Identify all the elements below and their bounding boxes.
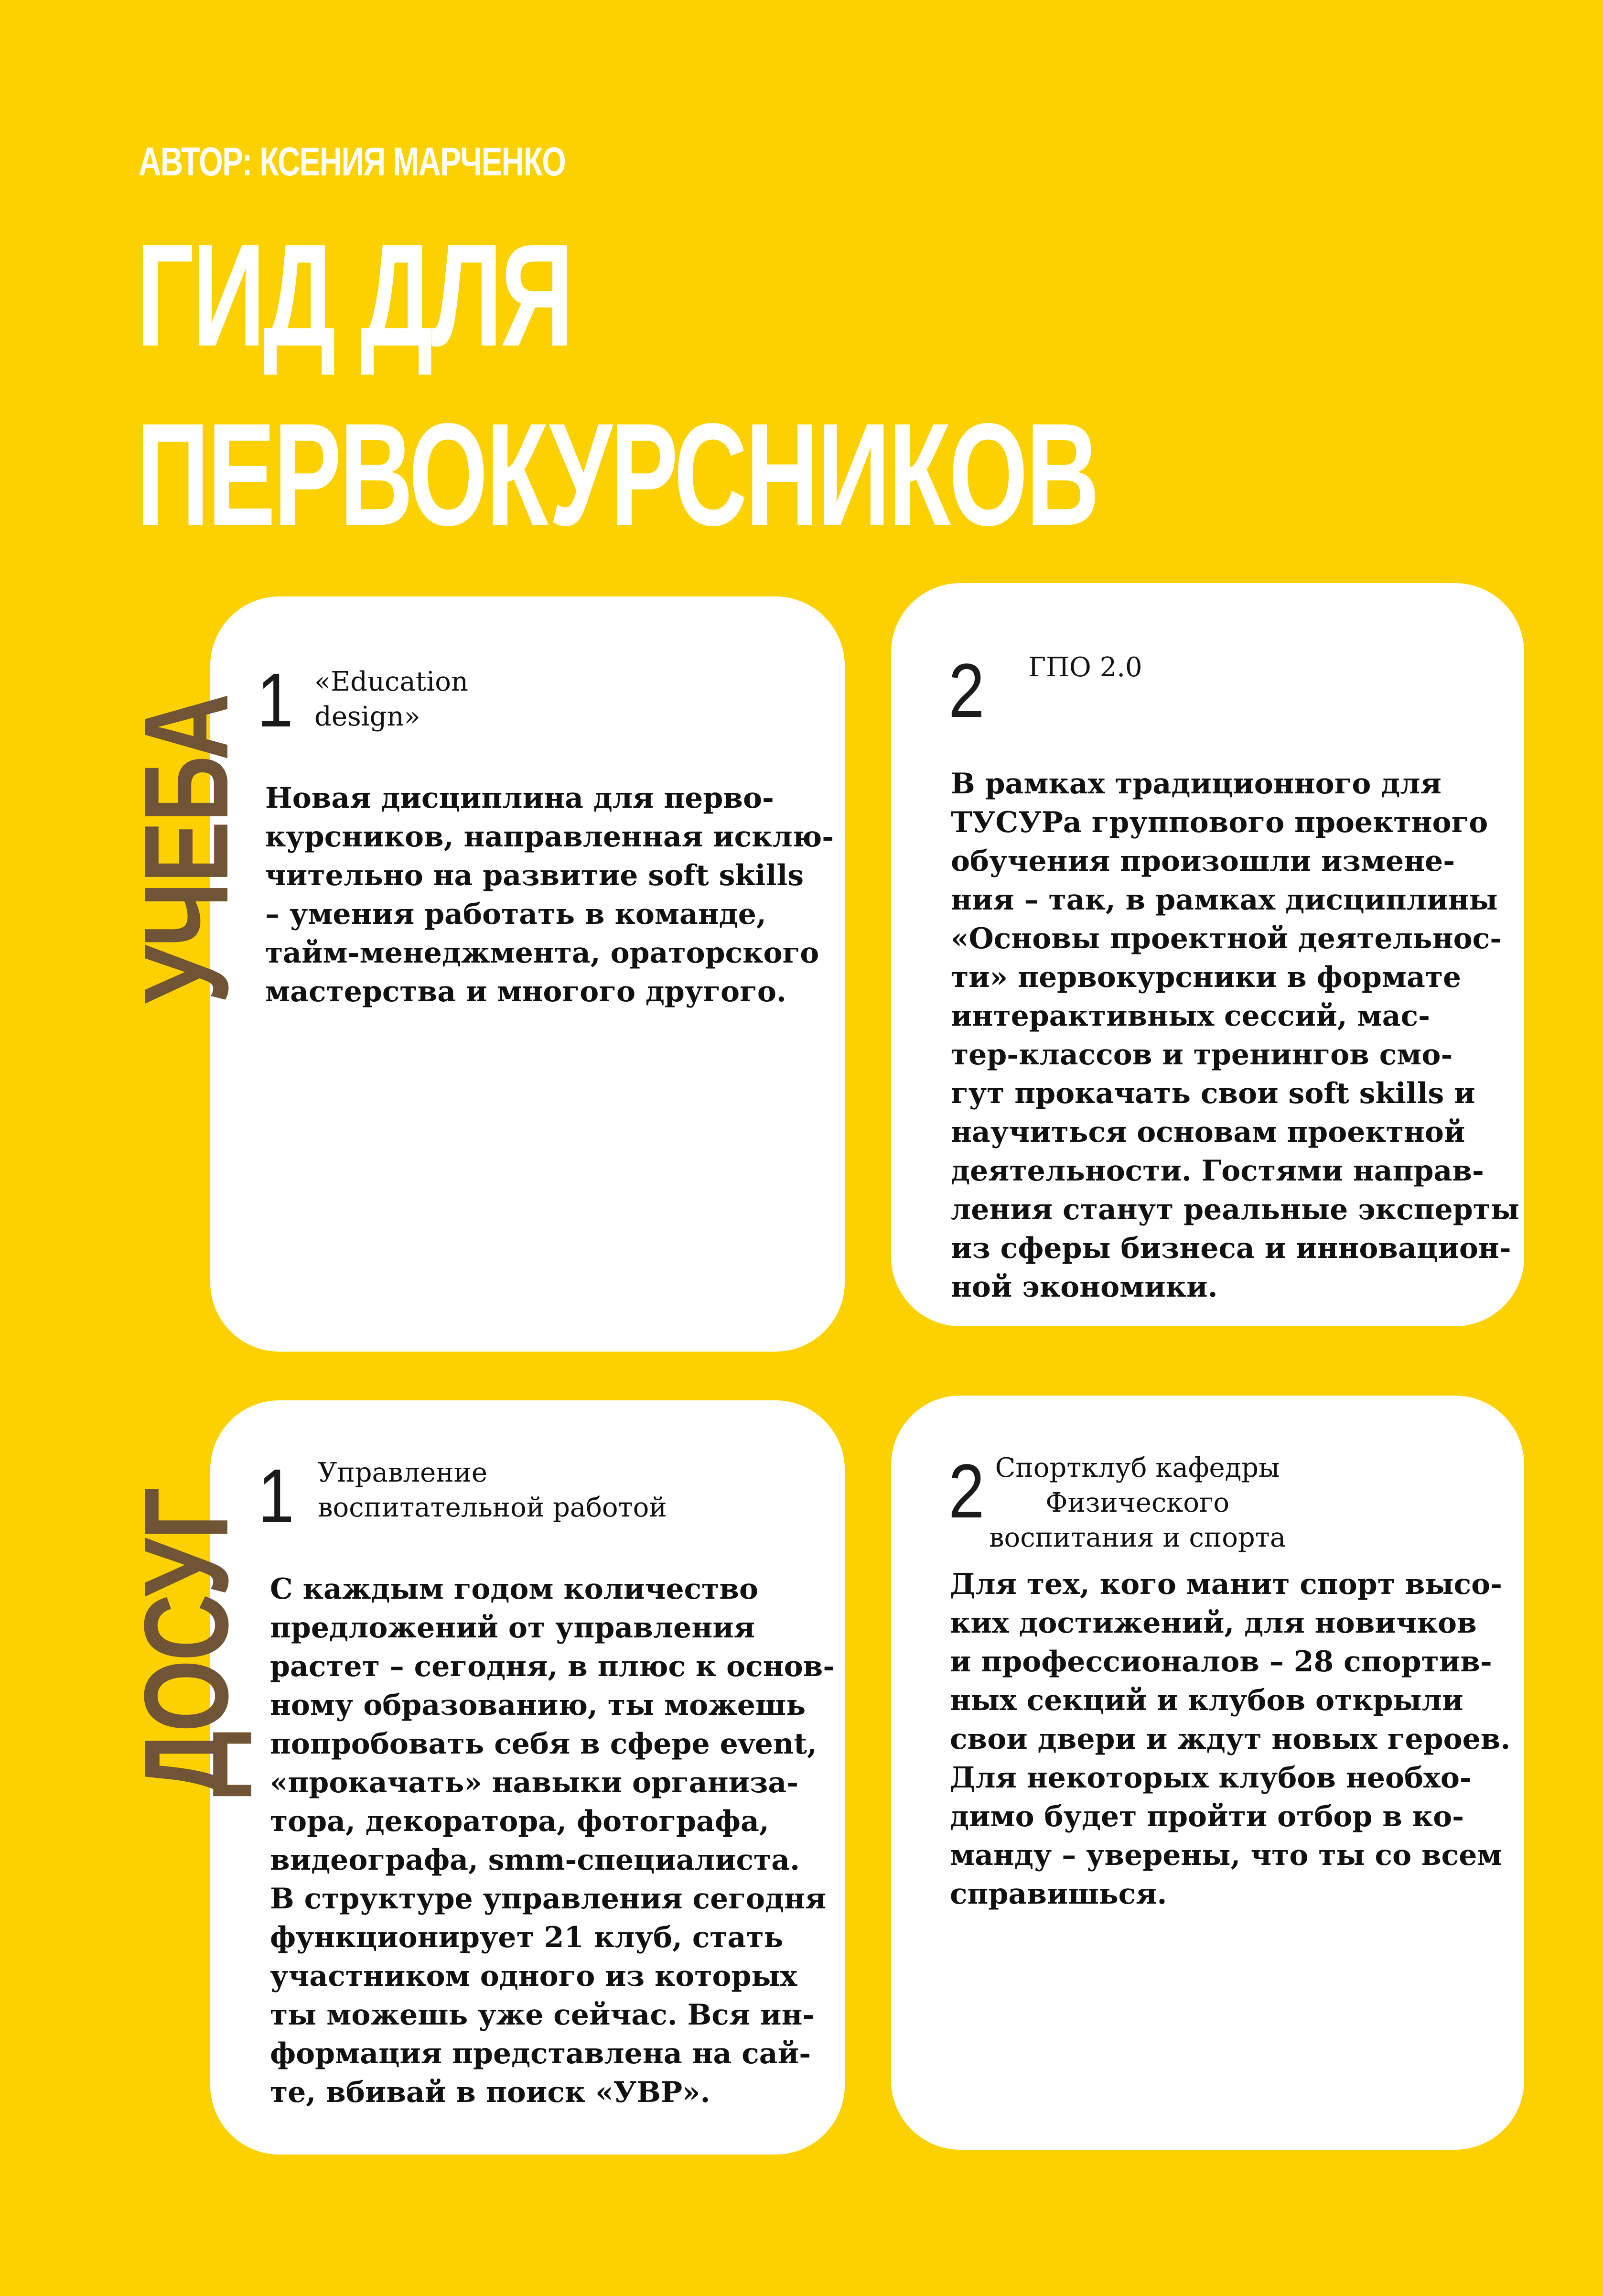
card-text: Для тех, кого манит спорт высо- ких достижений, для новичков и профессионалов – 28 спортив- ных секций и клубов открыли свои двери и ждут новых героев. Для некоторых клубов необхо- димо будет пройти отбор в ко- манду – уверены, что ты со всем справишься. [950,1568,1511,1911]
card-text: С каждым годом количество предложений от управления растет – сегодня, в плюс к основ- ному образованию, ты можешь попробовать себя в сфере event, «прокачать» навыки организа- тора, декоратора, фотографа, видеографа, smm-специалиста. В структуре управления сегодня функционирует 21 клуб, стать участником одного из которых ты можешь уже сейчас. Вся ин- формация представлена на сай- те, вбивай в поиск «УВР». [270,1572,835,2109]
card-heading: Спортклуб кафедры Физического воспитания и спорта [989,1452,1286,1553]
card-number: 2 [948,1448,985,1534]
card-heading: ГПО 2.0 [1028,652,1142,683]
card-number: 1 [257,657,293,743]
card-text: Новая дисциплина для перво- курсников, направленная исклю- чительно на развитие soft skills – умения работать в команде, тайм-менеджмента, ораторского мастерства и многого другого. [265,781,834,1008]
card-text: В рамках традиционного для ТУСУРа группового проектного обучения произошли измене- ния – так, в рамках дисциплины «Основы проектной деятельнос- ти» первокурсники в формате интерактивных сессий, мас- тер-классов и тренингов смо- гут прокачать свои soft skills и научиться основам проектной деятельности. Гостями направ- ления станут реальные эксперты из сферы бизнеса и инновацион- ной экономики. [951,767,1520,1304]
section-label-study: УЧЕБА [119,694,253,1004]
title-line-2: ПЕРВОКУРСНИКОВ [136,393,1098,556]
section-label-leisure: ДОСУГ [119,1488,253,1797]
card-number: 1 [258,1453,294,1538]
page-title [136,206,1097,564]
card-number: 2 [948,648,985,733]
author-line: АВТОР: КСЕНИЯ МАРЧЕНКО [139,139,566,184]
title-line-1: ГИД ДЛЯ [136,214,572,377]
card-heading: Управление воспитательной работой [318,1457,667,1523]
card-heading: «Education design» [314,666,468,732]
